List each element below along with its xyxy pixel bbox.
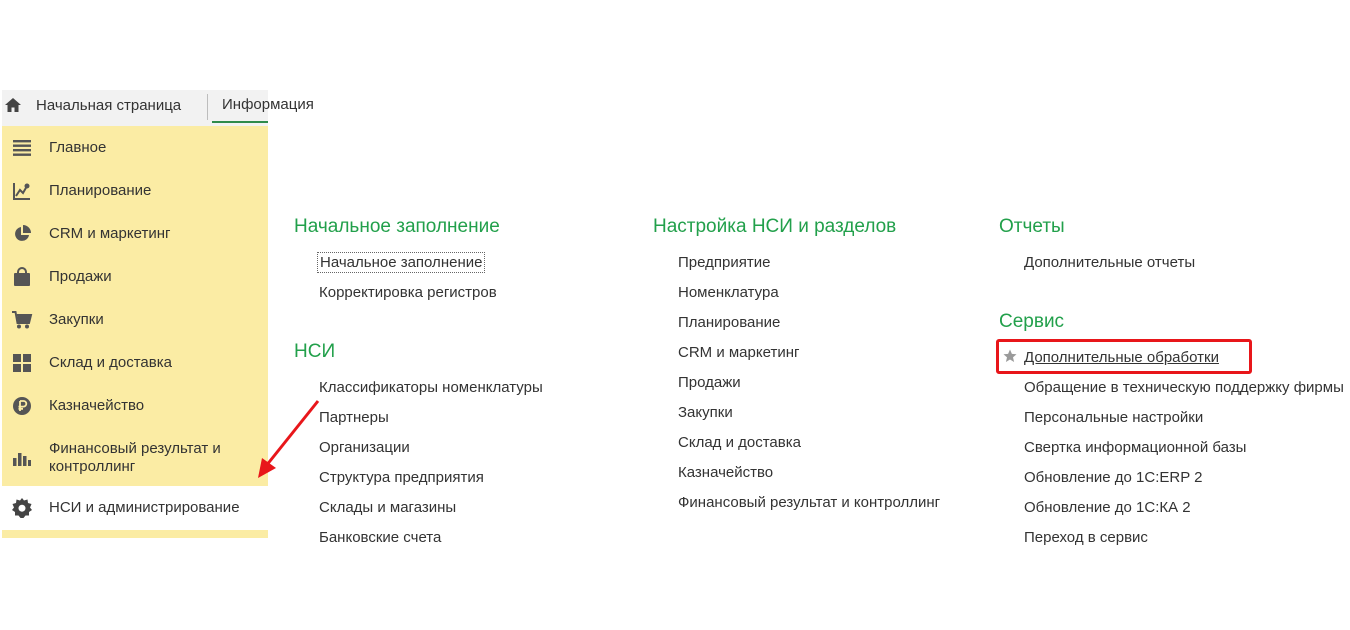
link-go-to-service[interactable]: Переход в сервис [1024, 529, 1148, 546]
sidebar-item-main[interactable] [2, 132, 268, 163]
sidebar-item-warehouse[interactable] [2, 347, 268, 378]
section-title-reports: Отчеты [999, 216, 1065, 237]
section-title-service: Сервис [999, 311, 1065, 332]
link-settings-warehouse[interactable]: Склад и доставка [678, 434, 801, 451]
link-additional-reports[interactable]: Дополнительные отчеты [1024, 254, 1196, 271]
tab-bar [2, 90, 314, 126]
sidebar [2, 126, 268, 538]
tab-divider [207, 94, 208, 120]
sidebar-item-crm[interactable] [2, 218, 268, 249]
link-initial-fill[interactable]: Начальное заполнение [320, 254, 483, 271]
tab-info[interactable] [212, 90, 314, 123]
link-settings-sales[interactable]: Продажи [678, 374, 741, 391]
sidebar-item-purchases[interactable] [2, 304, 268, 335]
tab-home-label: Начальная страница [36, 96, 182, 114]
sidebar-item-treasury[interactable] [2, 390, 268, 421]
star-icon[interactable] [1003, 349, 1017, 363]
link-enterprise-structure[interactable]: Структура предприятия [319, 469, 484, 486]
link-organizations[interactable]: Организации [319, 439, 410, 456]
home-icon [2, 90, 24, 120]
section-title-initial-fill: Начальное заполнение [294, 216, 500, 237]
link-settings-enterprise[interactable]: Предприятие [678, 254, 771, 271]
section-title-nsi: НСИ [294, 341, 336, 362]
sidebar-item-label: Финансовый результат и контроллинг [49, 440, 221, 475]
link-adjust-registers[interactable]: Корректировка регистров [319, 284, 497, 301]
sidebar-item-label: Закупки [49, 310, 104, 328]
shopping-bag-icon [11, 266, 33, 288]
link-update-erp[interactable]: Обновление до 1С:ERP 2 [1024, 469, 1203, 486]
pie-chart-icon [11, 223, 33, 245]
sidebar-item-label: Склад и доставка [49, 353, 172, 371]
link-nomenclature-classifiers[interactable]: Классификаторы номенклатуры [319, 379, 543, 396]
sidebar-item-label: Планирование [49, 181, 152, 199]
link-settings-treasury[interactable]: Казначейство [678, 464, 774, 481]
list-icon [11, 137, 33, 159]
sidebar-item-label: Казначейство [49, 396, 145, 414]
sidebar-item-sales[interactable] [2, 261, 268, 292]
sidebar-item-label: CRM и маркетинг [49, 224, 171, 242]
sidebar-item-label: Продажи [49, 267, 112, 285]
sidebar-item-planning[interactable] [2, 175, 268, 206]
link-tech-support[interactable]: Обращение в техническую поддержку фирмы [1024, 379, 1344, 396]
link-additional-processing[interactable]: Дополнительные обработки [1024, 349, 1219, 366]
bar-chart-icon [11, 447, 33, 469]
link-infobase-collapse[interactable]: Свертка информационной базы [1024, 439, 1247, 456]
warehouse-grid-icon [11, 352, 33, 374]
sidebar-item-label: НСИ и администрирование [49, 499, 240, 516]
cart-icon [11, 309, 33, 331]
link-bank-accounts[interactable]: Банковские счета [319, 529, 442, 546]
tab-info-label: Информация [222, 96, 314, 113]
link-settings-purchases[interactable]: Закупки [678, 404, 733, 421]
link-update-ka[interactable]: Обновление до 1С:КА 2 [1024, 499, 1191, 516]
ruble-coin-icon [11, 395, 33, 417]
link-settings-nomenclature[interactable]: Номенклатура [678, 284, 779, 301]
link-settings-planning[interactable]: Планирование [678, 314, 781, 331]
sidebar-item-nsi-admin[interactable] [2, 486, 268, 530]
link-partners[interactable]: Партнеры [319, 409, 389, 426]
tab-home[interactable] [2, 90, 181, 120]
link-settings-crm[interactable]: CRM и маркетинг [678, 344, 800, 361]
sidebar-item-finance[interactable] [2, 433, 268, 483]
link-settings-finance[interactable]: Финансовый результат и контроллинг [678, 494, 941, 511]
link-personal-settings[interactable]: Персональные настройки [1024, 409, 1204, 426]
annotation-arrow [250, 396, 330, 486]
planning-chart-icon [11, 180, 33, 202]
gear-icon [11, 497, 33, 519]
section-title-nsi-settings: Настройка НСИ и разделов [653, 216, 897, 237]
sidebar-item-label: Главное [49, 138, 107, 156]
link-warehouses-stores[interactable]: Склады и магазины [319, 499, 457, 516]
